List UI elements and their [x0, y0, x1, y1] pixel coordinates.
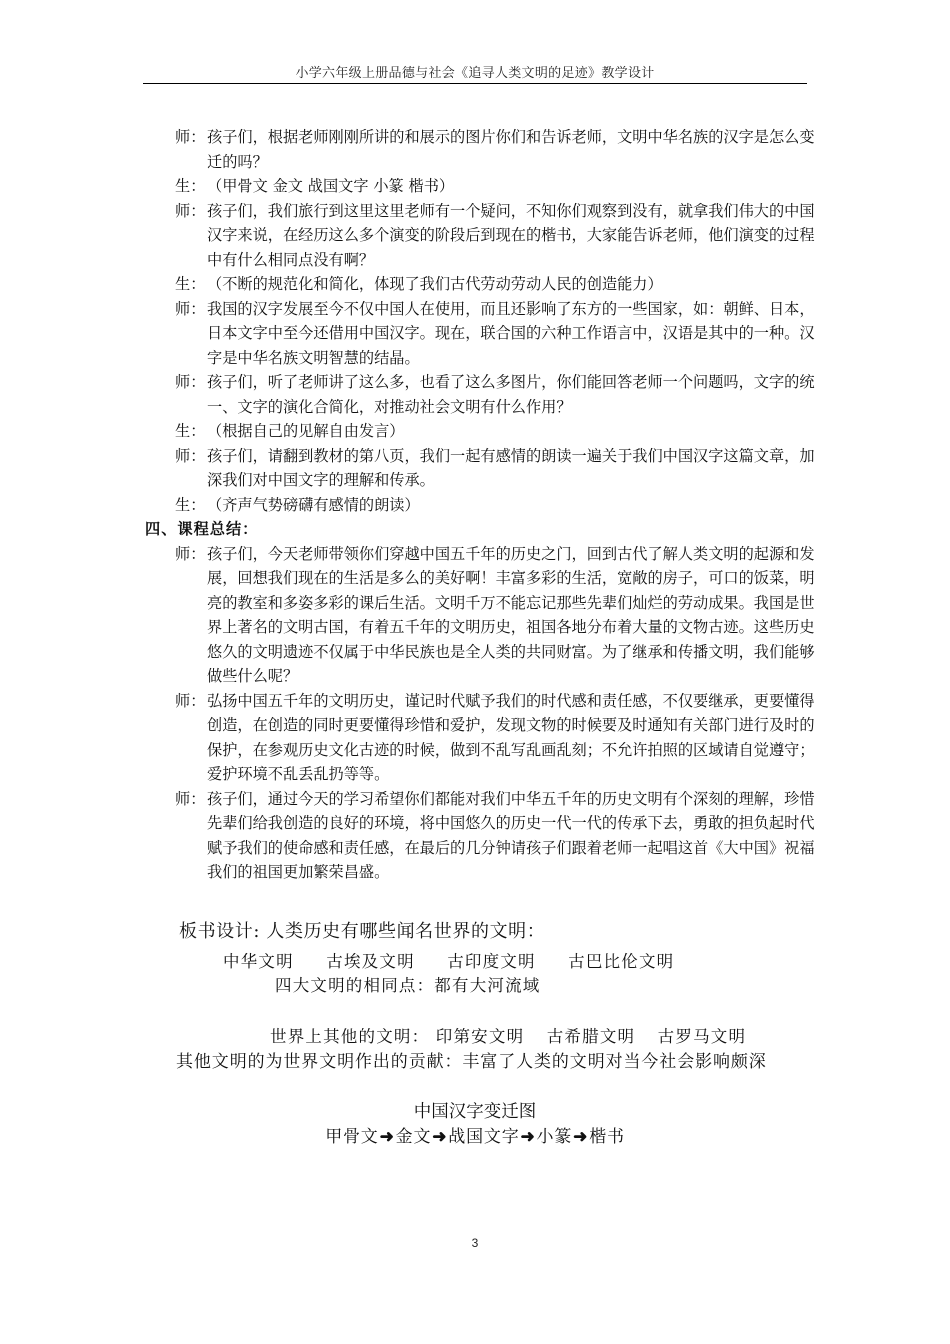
civilization-item: 古希腊文明	[546, 1027, 636, 1046]
civilization-item: 印第安文明	[435, 1027, 525, 1046]
speaker-label: 生：	[175, 495, 206, 514]
common-point: 四大文明的相同点：都有大河流域	[275, 976, 541, 995]
speaker-label: 师：	[175, 373, 206, 391]
dialogue-turn	[175, 542, 815, 689]
dialogue-turn	[175, 370, 815, 419]
civilization-item: 古罗马文明	[657, 1027, 747, 1046]
contribution-line: 其他文明的为世界文明作出的贡献：丰富了人类的文明对当今社会影响颇深	[176, 1052, 767, 1072]
dialogue-turn	[175, 199, 815, 273]
board-title: 板书设计: 人类历史有哪些闻名世界的文明：	[179, 921, 546, 942]
arrow-right-icon: ➜	[520, 1127, 536, 1147]
civilization-item: 中华文明	[223, 952, 294, 971]
speaker-label: 师：	[175, 128, 206, 146]
dialogue-turn	[175, 272, 815, 297]
lesson-body	[145, 125, 815, 885]
dialogue-text: 孩子们，我们旅行到这里这里老师有一个疑问，不知你们观察到没有，就拿我们伟大的中国汉字来说，在经历这么多个演变的阶段后到现在的楷书，大家能告诉老师，他们演变的过程中有什么相同点没有啊？	[207, 201, 815, 269]
summary-dialogue-block	[175, 542, 815, 885]
speaker-label: 生：	[175, 275, 206, 293]
dialogue-turn	[175, 444, 815, 493]
dialogue-turn	[175, 787, 815, 885]
dialogue-turn	[175, 174, 815, 199]
four-civilizations-row	[223, 948, 700, 972]
evolution-chain	[0, 1122, 950, 1147]
speaker-label: 师：	[175, 299, 206, 318]
section-heading: 四、课程总结：	[145, 520, 259, 538]
dialogue-text: 孩子们，通过今天的学习希望你们都能对我们中华五千年的历史文明有个深刻的理解，珍惜先辈们给我创造的良好的环境，将中国悠久的历史一代一代的传承下去，勇敢的担负起时代赋予我们的使命感和责任感，在最后的几分钟请孩子们跟着老师一起唱这首《大中国》祝福我们的祖国更加繁荣昌盛。	[207, 789, 815, 881]
other-civilizations-row	[270, 1023, 762, 1047]
page-header-title: 小学六年级上册品德与社会《追寻人类文明的足迹》教学设计	[295, 66, 655, 81]
evolution-title: 中国汉字变迁图	[413, 1102, 537, 1122]
dialogue-text: （不断的规范化和简化，体现了我们古代劳动劳动人民的创造能力）	[207, 275, 663, 293]
evolution-step: 甲骨文	[325, 1127, 379, 1147]
speaker-label: 生：	[175, 422, 206, 440]
speaker-label: 师：	[175, 446, 206, 465]
dialogue-text: 弘扬中国五千年的文明历史，谨记时代赋予我们的时代感和责任感，不仅要继承，更要懂得创造，在创造的同时更要懂得珍惜和爱护，发现文物的时候要及时通知有关部门进行及时的保护，在参观历史文化古迹的时候，做到不乱写乱画乱刻；不允许拍照的区域请自觉遵守；爱护环境不乱丢乱扔等等。	[207, 691, 815, 783]
evolution-step: 金文	[395, 1127, 432, 1147]
evolution-step: 战国文字	[448, 1127, 520, 1147]
arrow-right-icon: ➜	[379, 1127, 395, 1147]
speaker-label: 师：	[175, 201, 206, 220]
dialogue-text: 我国的汉字发展至今不仅中国人在使用，而且还影响了东方的一些国家，如：朝鲜、日本，日本文字中至今还借用中国汉字。现在，联合国的六种工作语言中，汉语是其中的一种。汉字是中华名族文明智慧的结晶。	[207, 299, 815, 367]
dialogue-text: （齐声气势磅礴有感情的朗读）	[207, 495, 420, 514]
dialogue-block	[175, 125, 815, 517]
civilization-item: 古巴比伦文明	[568, 952, 675, 971]
dialogue-turn	[175, 125, 815, 174]
dialogue-text: （根据自己的见解自由发言）	[207, 422, 405, 440]
speaker-label: 生：	[175, 177, 206, 195]
dialogue-turn	[175, 297, 815, 371]
arrow-right-icon: ➜	[432, 1127, 448, 1147]
dialogue-text: 孩子们，请翻到教材的第八页，我们一起有感情的朗读一遍关于我们中国汉字这篇文章，加深我们对中国文字的理解和传承。	[207, 446, 815, 489]
header-rule	[143, 83, 807, 84]
other-civilizations-label: 世界上其他的文明：	[270, 1027, 430, 1046]
speaker-label: 师：	[175, 544, 206, 563]
dialogue-turn	[175, 689, 815, 787]
page-number: 3	[471, 1236, 479, 1250]
civilization-item: 古印度文明	[447, 952, 536, 971]
dialogue-turn	[175, 419, 815, 444]
evolution-step: 楷书	[589, 1127, 625, 1147]
dialogue-text: （甲骨文 金文 战国文字 小篆 楷书）	[207, 177, 455, 195]
dialogue-text: 孩子们，根据老师刚刚所讲的和展示的图片你们和告诉老师，文明中华名族的汉字是怎么变迁的吗？	[207, 128, 815, 171]
civilization-item: 古埃及文明	[326, 952, 415, 971]
evolution-step: 小篆	[536, 1127, 573, 1147]
dialogue-text: 孩子们，听了老师讲了这么多，也看了这么多图片，你们能回答老师一个问题吗，文字的统一、文字的演化合简化，对推动社会文明有什么作用？	[207, 373, 815, 416]
dialogue-text: 孩子们，今天老师带领你们穿越中国五千年的历史之门，回到古代了解人类文明的起源和发展，回想我们现在的生活是多么的美好啊！丰富多彩的生活，宽敞的房子，可口的饭菜，明亮的教室和多姿多彩的课后生活。文明千万不能忘记那些先辈们灿烂的劳动成果。我国是世界上著名的文明古国，有着五千年的文明历史，祖国各地分布着大量的文物古迹。这些历史悠久的文明遗迹不仅属于中华民族也是全人类的共同财富。为了继承和传播文明，我们能够做些什么呢？	[207, 544, 815, 685]
speaker-label: 师：	[175, 789, 206, 808]
speaker-label: 师：	[175, 691, 206, 710]
dialogue-turn	[175, 493, 815, 518]
arrow-right-icon: ➜	[573, 1127, 589, 1147]
